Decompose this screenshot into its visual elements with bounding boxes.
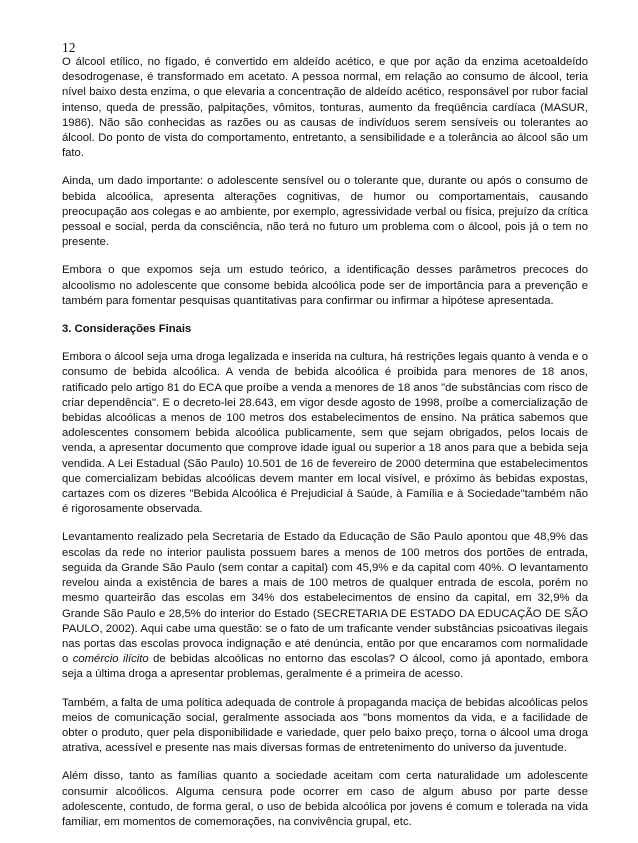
survey-text-end: de bebidas alcoólicas no entorno das escolas? O álcool, como já apontado, embora seja a última droga a apresentar problemas, geralmente é a primeira de acesso. xyxy=(62,653,588,681)
document-page xyxy=(62,40,588,843)
paragraph-adolescent-sensitivity: Ainda, um dado importante: o adolescente sensível ou o tolerante que, durante ou após o consumo de bebida alcoólica, apresenta alterações cognitivas, de humor ou comportamentais, causando preocupação aos colegas e ao ambiente, por exemplo, agressividade verbal ou física, prejuízo da crítica pessoal e social, perda da consciência, não terá no futuro um problema com o álcool, pois já o tem no presente. xyxy=(62,175,588,249)
survey-text-italic: comércio ilícito xyxy=(72,653,149,666)
paragraph-legal-restrictions: Embora o álcool seja uma droga legalizada e inserida na cultura, há restrições legais quanto à venda e o consumo de bebida alcoólica. A venda de bebida alcoólica é proibida para menores de 18 anos, ratificado pelo artigo 81 do ECA que proíbe a venda a menores de 18 anos "de substâncias com risco de criar dependência". E o decreto-lei 28.643, em vigor desde agosto de 1998, proíbe a comercialização de bebidas alcoólicas a menos de 100 metros dos estabelecimentos de ensino. Na prática sabemos que adolescentes consomem bebida alcoólica publicamente, sem que sejam obrigados, pelos locais de venda, a apresentar documento que comprove idade igual ou superior a 18 anos para que a bebida seja vendida. A Lei Estadual (São Paulo) 10.501 de 16 de fevereiro de 2000 determina que estabelecimentos que comercializam bebidas alcoólicas devem manter em local visível, e próximo às bebidas expostas, cartazes com os dizeres "Bebida Alcoólica é Prejudicial à Saúde, à Família e à Sociedade"também não é rigorosamente observada. xyxy=(62,351,588,516)
page-number: 12 xyxy=(62,40,76,55)
paragraph-theoretical-study: Embora o que expomos seja um estudo teórico, a identificação desses parâmetros precoces do alcoolismo no adolescente que consome bebida alcoólica pode ser de importância para a prevenção e também para fomentar pesquisas quantitativas para confirmar ou infirmar a hipótese apresentada. xyxy=(62,264,588,307)
paragraph-alcohol-metabolism: O álcool etílico, no fígado, é convertido em aldeído acético, e que por ação da enzima acetoaldeído desodrogenase, é transformado em acetato. A pessoa normal, em relação ao consumo de álcool, teria nível baixo desta enzima, o que elevaria a concentração de aldeído acético, responsável por rubor facial intenso, queda de pressão, palpitações, vômitos, tonturas, aumento da freqüência cardíaca (MASUR, 1986). Não são conhecidas as razões ou as causas de indivíduos serem sensíveis ou tolerantes ao álcool. Do ponto de vista do comportamento, entretanto, a sensibilidade e a tolerância ao álcool são um fato. xyxy=(62,56,588,160)
paragraph-advertising-policy: Também, a falta de uma política adequada de controle à propaganda maciça de bebidas alcoólicas pelos meios de comunicação social, geralmente associada aos "bons momentos da vida, e a facilidade de obter o produto, quer pela disponibilidade e variedade, quer pelo baixo preço, torna o álcool uma droga atrativa, acessível e presente nas mais diversas formas de entretenimento do universo da juventude. xyxy=(62,696,588,755)
paragraph-family-acceptance: Além disso, tanto as famílias quanto a sociedade aceitam com certa naturalidade um adolescente consumir alcoólicos. Alguma censura pode ocorrer em caso de algum abuso por parte desse adolescente, contudo, de forma geral, o uso de bebida alcoólica por jovens é comum e tolerada na vida familiar, em momentos de comemorações, na convivência grupal, etc. xyxy=(62,770,588,828)
survey-text-start: Levantamento realizado pela Secretaria de Estado da Educação de São Paulo apontou que 48,9% das escolas da rede no interior paulista possuem bares a menos de 100 metros dos portões de entrada, seguida da Grande São Paulo (sem contar a capital) com 45,9% e da capital com 40%. O levantamento revelou ainda a existência de bares a mais de 100 metros de qualquer entrada de escola, porém no mesmo quarteirão das escolas em 34% dos estabelecimentos de ensino da capital, em 32,9% da Grande São Paulo e 28,5% do interior do Estado (SECRETARIA DE ESTADO DA EDUCAÇÃO DE SÃO PAULO, 2002). Aqui cabe uma questão: se o fato de um traficante vender substâncias psicoativas ilegais nas portas das escolas provoca indignação e até denúncia, então por que encaramos com normalidade o xyxy=(62,531,588,666)
section-heading: 3. Considerações Finais xyxy=(62,323,192,336)
paragraph-survey-findings xyxy=(62,530,588,682)
